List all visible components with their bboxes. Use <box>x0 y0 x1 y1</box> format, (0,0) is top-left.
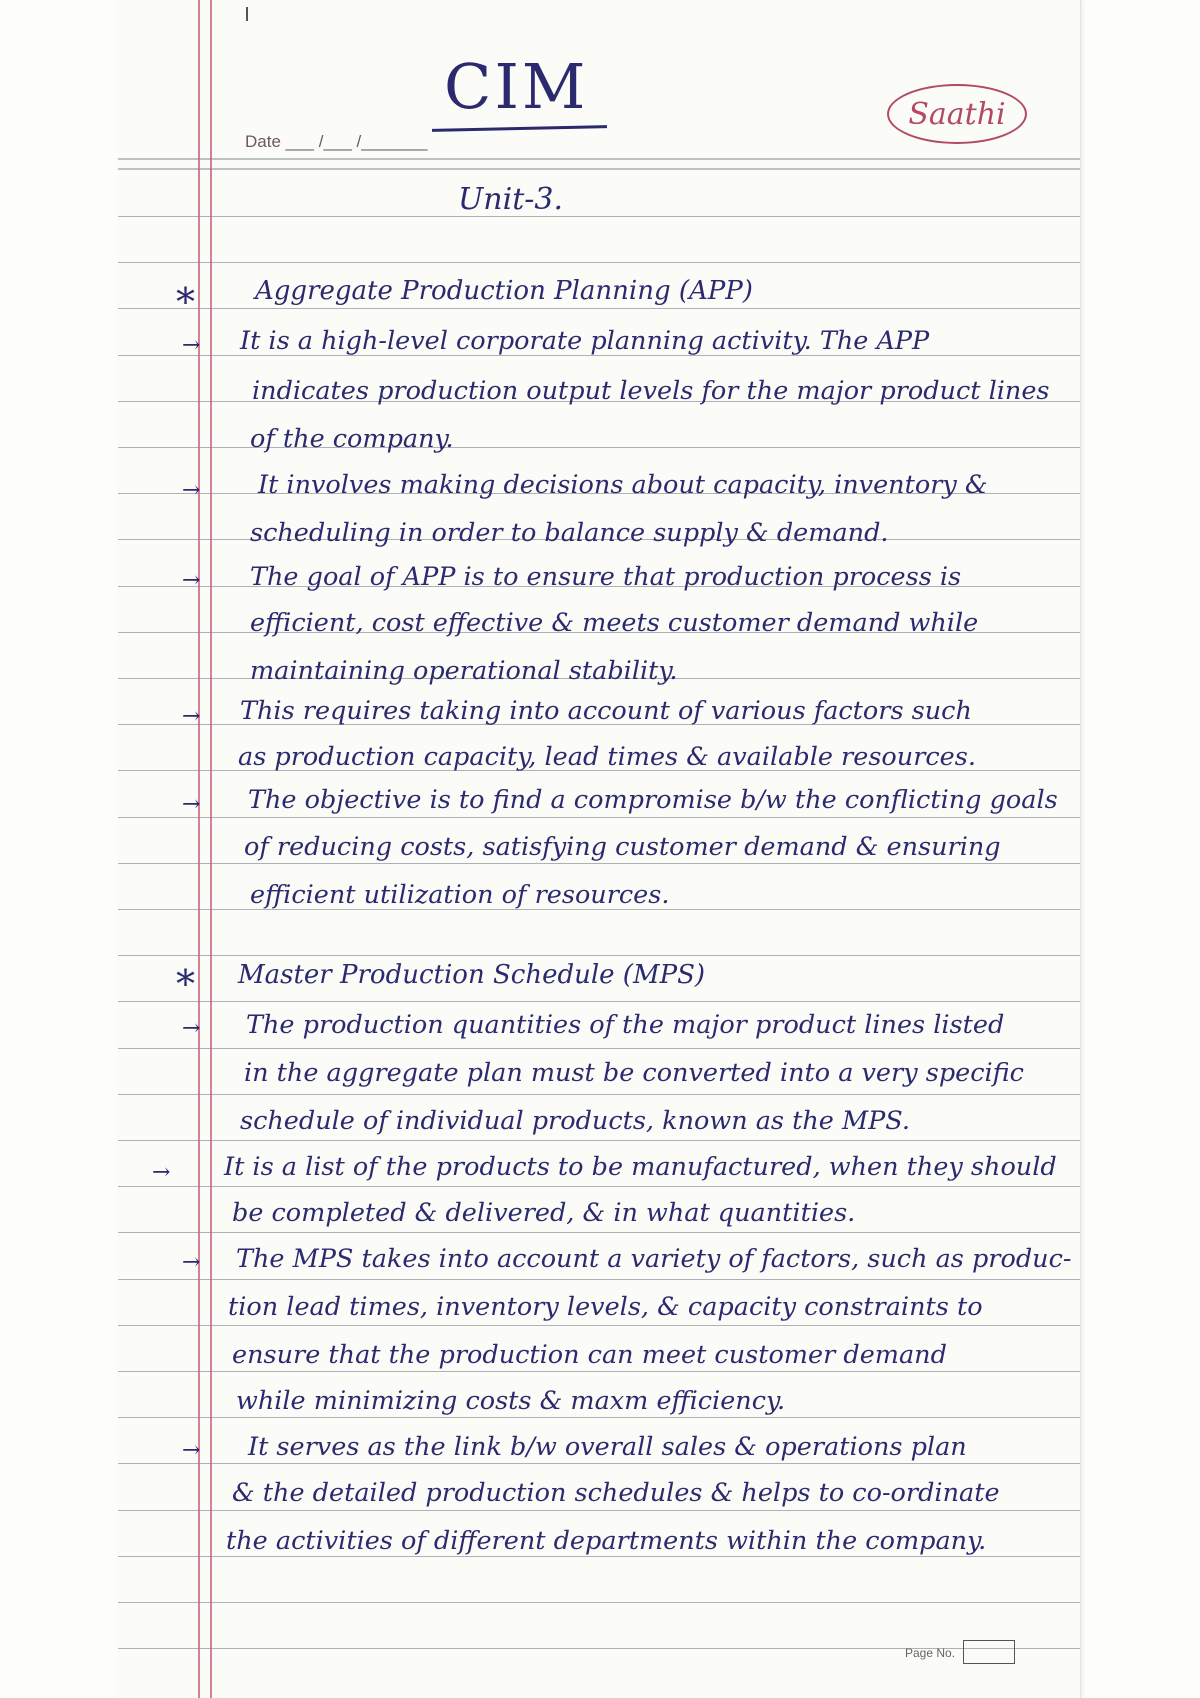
note-line: The goal of APP is to ensure that production process is <box>250 562 962 592</box>
ruled-line <box>118 168 1080 170</box>
note-line: The MPS takes into account a variety of factors, such as produc- <box>236 1244 1072 1274</box>
page-number-box <box>963 1640 1015 1664</box>
note-line: maintaining operational stability. <box>250 656 678 686</box>
ruled-line <box>118 1325 1080 1326</box>
section-title-app: Aggregate Production Planning (APP) <box>255 276 753 306</box>
ruled-line <box>118 955 1080 956</box>
ruled-line <box>118 1510 1080 1511</box>
ruled-line <box>118 1417 1080 1418</box>
note-line: The production quantities of the major product lines listed <box>246 1010 1005 1040</box>
note-line: The objective is to find a compromise b/w the conflicting goals <box>248 785 1058 815</box>
brand-logo-text: Saathi <box>908 96 1006 132</box>
ruled-line <box>118 1094 1080 1095</box>
arrow-icon: → <box>182 704 201 729</box>
note-line: This requires taking into account of various factors such <box>240 696 972 726</box>
note-line: be completed & delivered, & in what quantities. <box>232 1198 856 1228</box>
note-line: efficient, cost effective & meets customer demand while <box>250 608 979 638</box>
note-line: the activities of different departments within the company. <box>226 1526 987 1556</box>
note-line: in the aggregate plan must be converted into a very specific <box>244 1058 1024 1088</box>
ruled-line <box>118 1001 1080 1002</box>
page-number-label: Page No. <box>905 1646 956 1660</box>
margin-line-inner <box>210 0 212 1698</box>
ruled-line <box>118 1048 1080 1049</box>
ruled-line <box>118 158 1080 160</box>
date-field: Date ___ /___ /_______ <box>245 132 428 151</box>
arrow-icon: → <box>182 478 201 503</box>
note-line: indicates production output levels for the major product lines <box>252 376 1050 406</box>
note-line: of the company. <box>250 424 454 454</box>
arrow-icon: → <box>182 1438 201 1463</box>
note-line: It is a high-level corporate planning activity. The APP <box>240 326 930 356</box>
note-line: while minimizing costs & maxm efficiency. <box>236 1386 786 1416</box>
ruled-line <box>118 1279 1080 1280</box>
ruled-line <box>118 817 1080 818</box>
note-line: ensure that the production can meet customer demand <box>232 1340 947 1370</box>
ruled-line <box>118 262 1080 263</box>
arrow-icon: → <box>182 1016 201 1041</box>
ruled-line <box>118 1463 1080 1464</box>
ruled-line <box>118 1371 1080 1372</box>
ruled-line <box>118 1602 1080 1603</box>
page-title: CIM <box>444 50 589 123</box>
note-line: as production capacity, lead times & available resources. <box>238 742 976 772</box>
ruled-line <box>118 1232 1080 1233</box>
note-line: of reducing costs, satisfying customer demand & ensuring <box>244 832 1001 862</box>
ruled-line <box>118 216 1080 217</box>
arrow-icon: → <box>182 1250 201 1275</box>
ruled-line <box>118 1556 1080 1557</box>
note-line: scheduling in order to balance supply & demand. <box>250 518 889 548</box>
note-line: It is a list of the products to be manufactured, when they should <box>224 1152 1057 1182</box>
arrow-icon: → <box>182 333 201 358</box>
ruled-line <box>118 1186 1080 1187</box>
arrow-icon: → <box>152 1160 171 1185</box>
arrow-icon: → <box>182 568 201 593</box>
section-marker: * <box>176 280 195 324</box>
note-line: It involves making decisions about capacity, inventory & <box>258 470 988 500</box>
note-line: efficient utilization of resources. <box>250 880 670 910</box>
note-line: It serves as the link b/w overall sales & operations plan <box>248 1432 967 1462</box>
ruled-line <box>118 1140 1080 1141</box>
arrow-icon: → <box>182 792 201 817</box>
brand-logo <box>887 84 1027 144</box>
pen-mark <box>246 7 248 21</box>
note-line: schedule of individual products, known as the MPS. <box>240 1106 910 1136</box>
section-marker: * <box>176 962 195 1006</box>
ruled-line <box>118 863 1080 864</box>
section-title-mps: Master Production Schedule (MPS) <box>238 960 706 990</box>
note-line: tion lead times, inventory levels, & capacity constraints to <box>228 1292 983 1322</box>
note-line: & the detailed production schedules & helps to co-ordinate <box>232 1478 1000 1508</box>
unit-heading: Unit-3. <box>458 182 564 217</box>
ruled-line <box>118 308 1080 309</box>
